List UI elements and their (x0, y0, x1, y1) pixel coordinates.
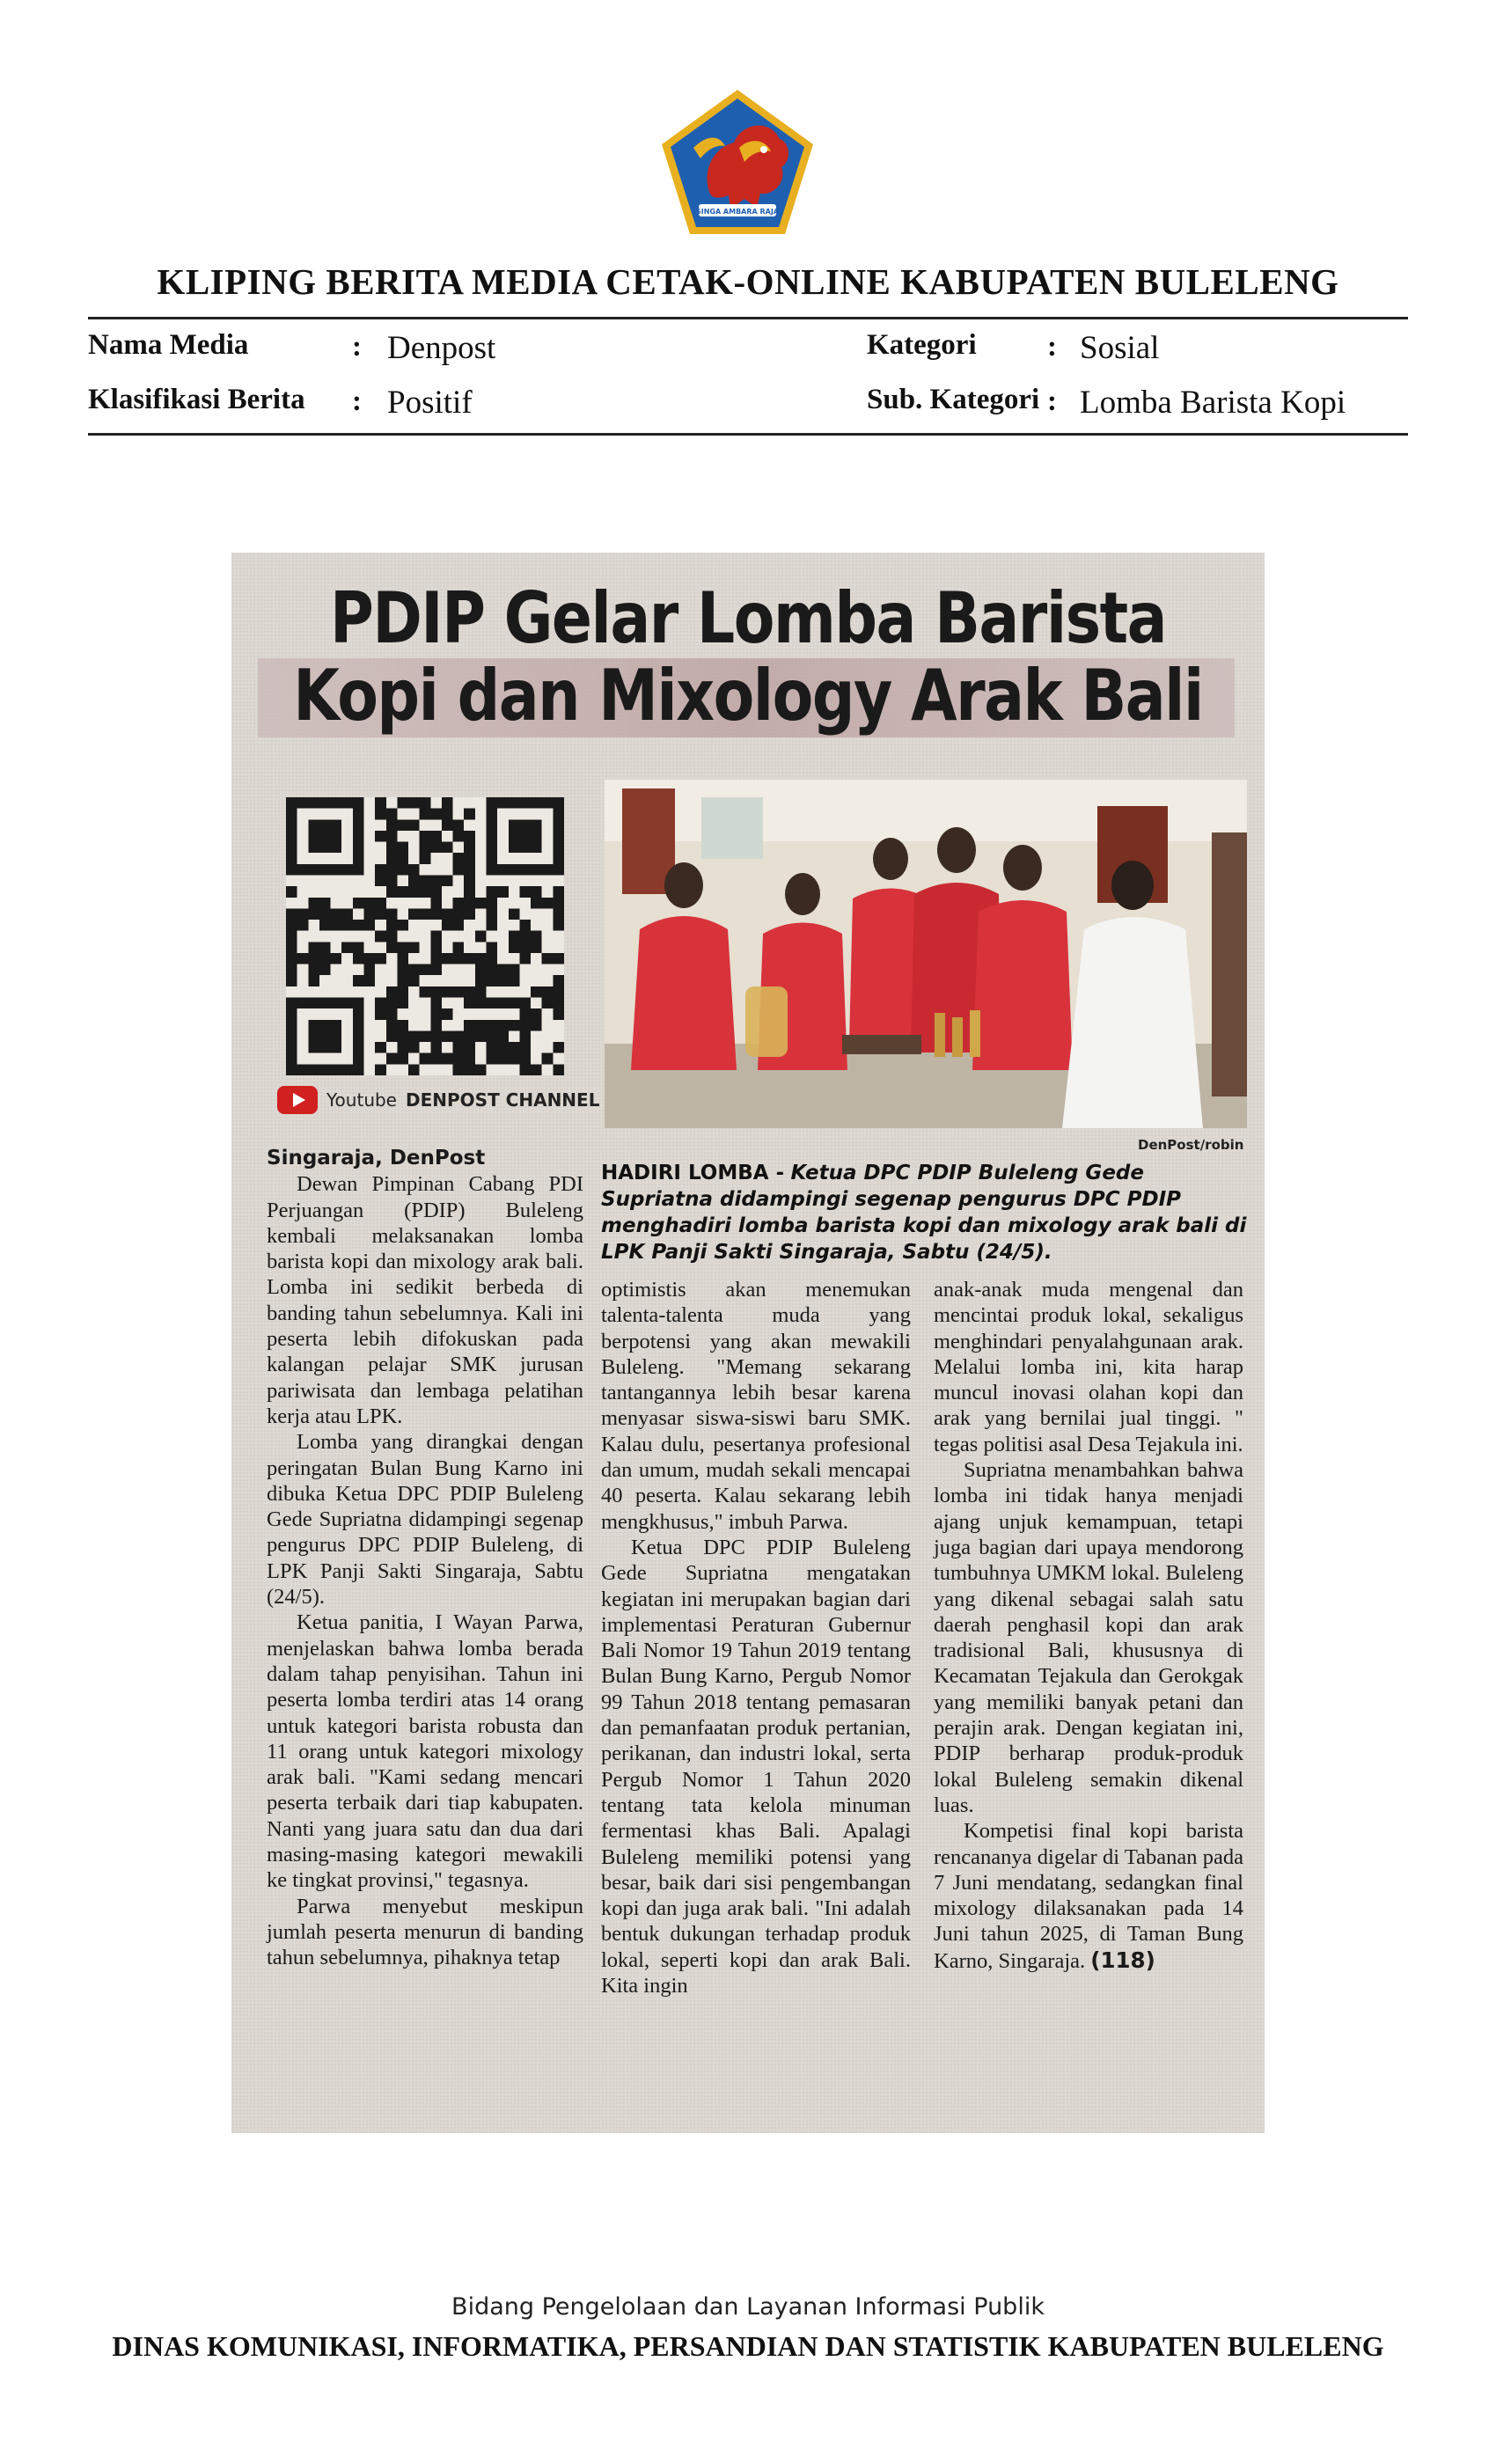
klasifikasi-label: Klasifikasi Berita (88, 384, 305, 415)
article-paragraph-text: Kompetisi final kopi barista rencananya digelar di Tabanan pada 7 Juni mendatang, sedangkan final mixology dilaksanakan pada 14 Juni tahun 2025, di Taman Bung Karno, Singaraja. (934, 1819, 1243, 1973)
subkategori-value: Lomba Barista Kopi (1080, 385, 1346, 421)
article-paragraph: optimistis akan menemukan talenta-talenta muda yang berpotensi yang akan mewakili Buleleng. "Memang sekarang tantangannya lebih besar karena menyasar siswa-siswi baru SMK. Kalau dulu, pesertanya profesional dan umum, mudah sekali mencapai 40 peserta. Kalau sekarang lebih mengkhusus," imbuh Parwa. (601, 1278, 911, 1534)
footer-division: Bidang Pengelolaan dan Layanan Informasi Publik (451, 2293, 1045, 2321)
kategori-label: Kategori (867, 329, 977, 361)
kategori-value: Sosial (1080, 330, 1160, 366)
document-title: KLIPING BERITA MEDIA CETAK-ONLINE KABUPATEN BULELENG (157, 261, 1339, 302)
newspaper-clipping (231, 553, 1265, 2133)
youtube-channel-name: DENPOST CHANNEL (406, 1089, 600, 1111)
klasifikasi-value: Positif (387, 385, 473, 421)
article-paragraph (934, 1818, 1243, 1974)
logo-motto: SINGA AMBARA RAJA (695, 208, 780, 216)
article-paragraph: Ketua DPC PDIP Buleleng Gede Supriatna mengatakan kegiatan ini merupakan bagian dari implementasi Peraturan Gubernur Bali Nomor 19 Tahun 2019 tentang Bulan Bung Karno, Pergub Nomor 99 Tahun 2018 tentang pemasaran dan pemanfaatan produk pertanian, perikanan, dan industri lokal, serta Pergub Nomor 1 Tahun 2020 tentang tata kelola minuman fermentasi khas Bali. Apalagi Buleleng memiliki potensi yang besar, baik dari sisi pengembangan kopi dan juga arak bali. "Ini adalah bentuk dukungan terhadap produk lokal, seperti kopi dan arak Bali. Kita ingin (601, 1535, 911, 1998)
author-tag: (118) (1090, 1947, 1155, 1973)
media-colon: : (352, 331, 362, 363)
youtube-icon (277, 1086, 318, 1114)
article-paragraph: Parwa menyebut meskipun jumlah peserta menurun di banding tahun sebelumnya, pihaknya tetap (267, 1894, 583, 1970)
photo-credit: DenPost/robin (1138, 1137, 1244, 1153)
caption-body: Ketua DPC PDIP Buleleng Gede Supriatna didampingi segenap pengurus DPC PDIP menghadiri lomba barista kopi dan mixology arak bali di LPK Panji Sakti Singaraja, Sabtu (24/5). (601, 1162, 1247, 1264)
article-paragraph: Lomba yang dirangkai dengan peringatan Bulan Bung Karno ini dibuka Ketua DPC PDIP Buleleng Gede Supriatna didampingi segenap pengurus DPC PDIP Buleleng, di LPK Panji Sakti Singaraja, Sabtu (24/5). (267, 1430, 583, 1610)
kategori-colon: : (1047, 331, 1057, 363)
photo-caption (601, 1160, 1248, 1265)
news-photo (605, 780, 1247, 1128)
article-dateline: Singaraja, DenPost (267, 1147, 486, 1170)
header-divider-top (88, 317, 1408, 319)
media-label: Nama Media (88, 329, 249, 361)
media-value: Denpost (387, 330, 496, 366)
youtube-label: Youtube (326, 1089, 397, 1111)
footer-agency: DINAS KOMUNIKASI, INFORMATIKA, PERSANDIAN DAN STATISTIK KABUPATEN BULELENG (112, 2330, 1384, 2362)
article-column-3 (934, 1277, 1243, 1974)
qr-code-icon (286, 797, 564, 1075)
klasifikasi-colon: : (352, 385, 362, 417)
article-paragraph: Supriatna menambahkan bahwa lomba ini tidak hanya menjadi ajang unjuk kemampuan, tetapi juga bagian dari upaya mendorong tumbuhnya UMKM lokal. Buleleng yang dikenal sebagai salah satu daerah penghasil kopi dan arak tradisional Bali, khususnya di Kecamatan Tejakula dan Gerokgak yang memiliki banyak petani dan perajin arak. Dengan kegiatan ini, PDIP berharap produk-produk lokal Buleleng semakin dikenal luas. (934, 1458, 1243, 1817)
headline-line-1: PDIP Gelar Lomba Barista (330, 577, 1166, 661)
caption-head: HADIRI LOMBA - (601, 1162, 785, 1184)
singa-ambara-raja-crest-icon (658, 86, 817, 238)
article-column-2 (601, 1277, 911, 1998)
article-paragraph: Dewan Pimpinan Cabang PDI Perjuangan (PDIP) Buleleng kembali melaksanakan lomba barista kopi dan mixology arak bali. Lomba ini sedikit berbeda di banding tahun sebelumnya. Kali ini peserta lebih difokuskan pada kalangan pelajar SMK jurusan pariwisata dan lembaga pelatihan kerja atau LPK. (267, 1172, 583, 1428)
article-column-1 (267, 1146, 583, 1971)
subkategori-label: Sub. Kategori (867, 384, 1040, 415)
youtube-channel-badge (277, 1084, 599, 1116)
headline-line-2: Kopi dan Mixology Arak Bali (293, 655, 1203, 738)
article-paragraph: Ketua panitia, I Wayan Parwa, menjelaskan bahwa lomba berada dalam tahap penyisihan. Tahun ini peserta lomba terdiri atas 14 orang untuk kategori barista robusta dan 11 orang untuk kategori mixology arak bali. "Kami sedang mencari peserta terbaik dari tiap kabupaten. Nanti yang juara satu dan dua dari masing-masing kategori mewakili ke tingkat provinsi," tegasnya. (267, 1610, 583, 1893)
article-paragraph: anak-anak muda mengenal dan mencintai produk lokal, sekaligus menghindari penyalahgunaan arak. Melalui lomba ini, kita harap muncul inovasi olahan kopi dan arak yang bernilai jual tinggi. " tegas politisi asal Desa Tejakula ini. (934, 1278, 1243, 1456)
subkategori-colon: : (1047, 385, 1057, 417)
header-divider-bottom (88, 433, 1408, 436)
